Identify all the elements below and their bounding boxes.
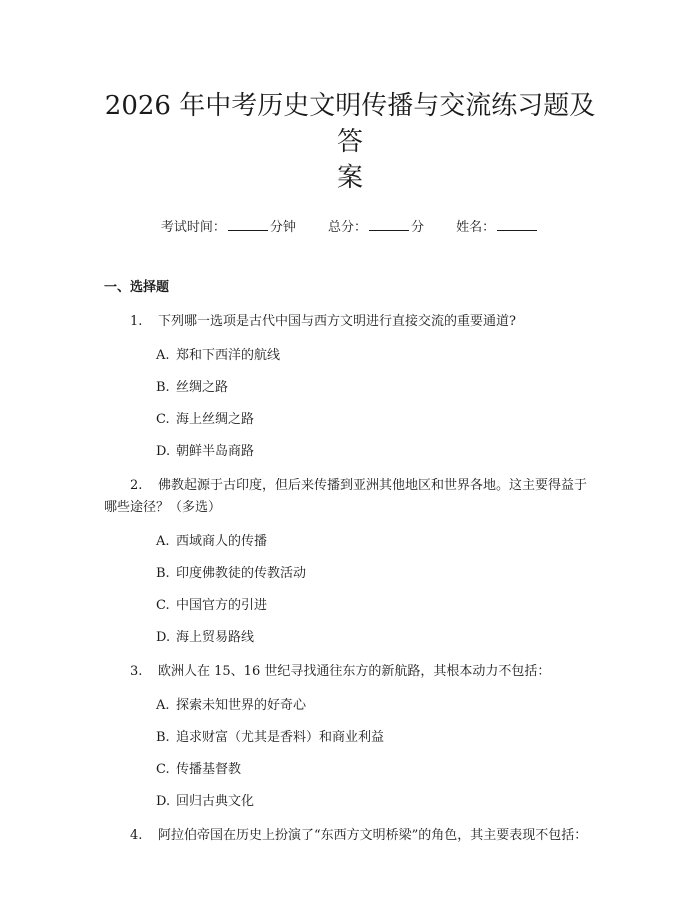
- option-text: 朝鲜半岛商路: [176, 444, 255, 459]
- option-letter: C.: [156, 762, 170, 777]
- student-name: [456, 218, 539, 237]
- option-letter: B.: [156, 730, 170, 745]
- total-score: [328, 218, 424, 237]
- exam-time-unit: 分钟: [269, 220, 296, 235]
- question-2-option-a: [104, 533, 596, 551]
- option-text: 印度佛教徒的传教活动: [176, 566, 307, 581]
- question-2-number: 2.: [130, 478, 143, 493]
- question-1-option-a: [104, 347, 596, 365]
- question-1-text: 下列哪一选项是古代中国与西方文明进行直接交流的重要通道?: [158, 314, 516, 329]
- option-letter: A.: [156, 698, 170, 713]
- option-text: 中国官方的引进: [176, 598, 268, 613]
- question-3-option-d: [104, 793, 596, 811]
- option-letter: D.: [156, 444, 171, 459]
- question-2-option-c: [104, 597, 596, 615]
- option-text: 回归古典文化: [176, 794, 255, 809]
- option-letter: B.: [156, 566, 170, 581]
- question-3: [104, 661, 596, 683]
- question-4: [104, 825, 596, 847]
- question-3-number: 3.: [130, 664, 143, 679]
- question-list: [104, 311, 596, 847]
- document-title: [104, 88, 596, 196]
- option-letter: C.: [156, 598, 170, 613]
- total-score-unit: 分: [411, 220, 425, 235]
- question-3-text: 欧洲人在 15、16 世纪寻找通往东方的新航路，其根本动力不包括：: [158, 664, 551, 679]
- question-1: [104, 311, 596, 333]
- total-score-blank: [369, 218, 409, 231]
- title-line-1: 2026 年中考历史文明传播与交流练习题及答: [104, 91, 596, 157]
- option-letter: A.: [156, 534, 170, 549]
- question-2-text: 佛教起源于古印度，但后来传播到亚洲其他地区和世界各地。这主要得益于哪些途径？（多选）: [104, 478, 588, 515]
- title-line-2: 案: [336, 163, 363, 193]
- question-2-option-b: [104, 565, 596, 583]
- option-text: 追求财富（尤其是香料）和商业利益: [176, 730, 385, 745]
- question-1-number: 1.: [130, 314, 143, 329]
- option-text: 郑和下西洋的航线: [176, 348, 281, 363]
- question-3-option-c: [104, 761, 596, 779]
- exam-meta: [104, 218, 596, 237]
- question-2: [104, 475, 596, 519]
- student-name-blank: [497, 218, 537, 231]
- option-text: 探索未知世界的好奇心: [176, 698, 307, 713]
- question-4-number: 4.: [130, 828, 143, 843]
- question-4-text: 阿拉伯帝国在历史上扮演了“东西方文明桥梁”的角色，其主要表现不包括：: [158, 828, 588, 843]
- option-letter: D.: [156, 794, 171, 809]
- option-letter: C.: [156, 412, 170, 427]
- total-score-label: 总分：: [327, 220, 367, 235]
- question-3-option-b: [104, 729, 596, 747]
- option-letter: D.: [156, 630, 171, 645]
- option-text: 丝绸之路: [176, 380, 229, 395]
- question-1-option-d: [104, 443, 596, 461]
- question-1-option-c: [104, 411, 596, 429]
- section-title: 一、选择题: [104, 280, 170, 295]
- question-2-option-d: [104, 629, 596, 647]
- exam-time-label: 考试时间：: [160, 220, 226, 235]
- option-letter: A.: [156, 348, 170, 363]
- question-3-option-a: [104, 697, 596, 715]
- option-text: 西域商人的传播: [176, 534, 268, 549]
- exam-time-blank: [228, 218, 268, 231]
- question-1-option-b: [104, 379, 596, 397]
- option-text: 海上贸易路线: [176, 630, 255, 645]
- option-text: 传播基督教: [176, 762, 242, 777]
- option-text: 海上丝绸之路: [176, 412, 255, 427]
- student-name-label: 姓名：: [456, 220, 496, 235]
- exam-time: [161, 218, 296, 237]
- option-letter: B.: [156, 380, 170, 395]
